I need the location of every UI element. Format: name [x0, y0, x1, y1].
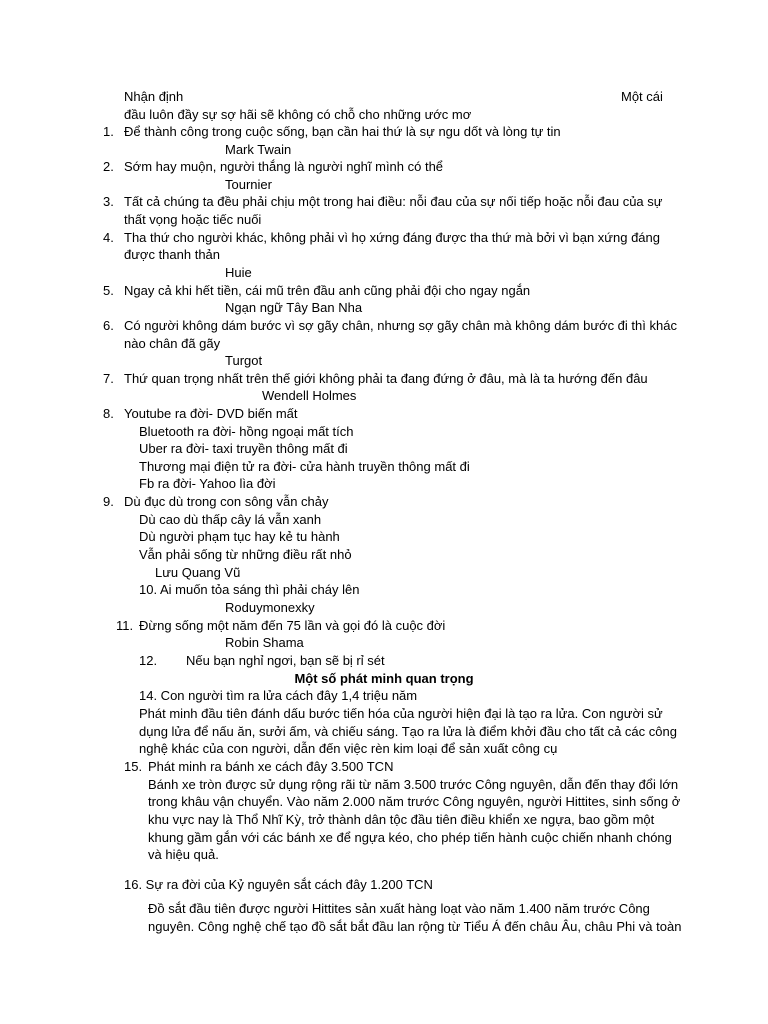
list-number: 9. [103, 494, 114, 509]
quote-text: Đừng sống một năm đến 75 lần và gọi đó là cuộc đời [139, 618, 446, 633]
list-number: 5. [103, 283, 114, 298]
paragraph-line: Phát minh đầu tiên đánh dấu bước tiến hóa của người hiện đại là tạo ra lửa. Con người sử [139, 706, 663, 721]
quote-text: Ngay cả khi hết tiền, cái mũ trên đầu anh cũng phải đội cho ngay ngắn [124, 283, 531, 298]
invention-title: Phát minh ra bánh xe cách đây 3.500 TCN [148, 759, 394, 774]
quote-author: Huie [225, 265, 252, 280]
paragraph-line: khu vực nay là Thổ Nhĩ Kỳ, trở thành dân tộc đầu tiên điều khiển xe ngựa, bao gồm một [148, 812, 655, 827]
quote-line: Uber ra đời- taxi truyền thông mất đi [139, 441, 348, 456]
quote-text-continued: thất vọng hoặc tiếc nuối [124, 212, 262, 227]
list-number: 3. [103, 194, 114, 209]
list-number: 7. [103, 371, 114, 386]
quote-author: Wendell Holmes [262, 388, 357, 403]
quote-text: Thứ quan trọng nhất trên thế giới không phải ta đang đứng ở đâu, mà là ta hướng đến đâu [124, 371, 648, 386]
quote-line: Fb ra đời- Yahoo lìa đời [139, 476, 276, 491]
list-number: 8. [103, 406, 114, 421]
quote-text: Sớm hay muộn, người thắng là người nghĩ mình có thể [124, 159, 444, 174]
header-continuation: đầu luôn đầy sự sợ hãi sẽ không có chỗ cho những ước mơ [124, 107, 472, 122]
quote-text-continued: nào chân đã gãy [124, 336, 221, 351]
quote-line: Youtube ra đời- DVD biến mất [124, 406, 298, 421]
quote-author: Turgot [225, 353, 263, 368]
invention-title: 14. Con người tìm ra lửa cách đây 1,4 triệu năm [139, 688, 418, 703]
list-number: 6. [103, 318, 114, 333]
paragraph-line: dụng lửa để nấu ăn, sưởi ấm, và chiếu sáng. Tạo ra lửa là điểm khởi đầu cho tất cả các công [139, 724, 677, 739]
quote-line: Vẫn phải sống từ những điều rất nhỏ [139, 547, 352, 562]
list-number: 4. [103, 230, 114, 245]
quote-line: Dù cao dù thấp cây lá vẫn xanh [139, 512, 322, 527]
list-number: 1. [103, 124, 114, 139]
quote-author: Mark Twain [225, 142, 292, 157]
paragraph-line: khung gầm gắn với các bánh xe để ngựa kéo, cho phép tiến hành cuộc chiến nhanh chóng [148, 830, 672, 845]
quote-author: Robin Shama [225, 635, 304, 650]
list-number: 11. [116, 618, 134, 633]
paragraph-line: trong khâu vận chuyển. Vào năm 2.000 năm trước Công nguyên, người Hittites, sinh sống ở [148, 794, 681, 809]
quote-line: Bluetooth ra đời- hồng ngoại mất tích [139, 424, 354, 439]
list-number: 12. [139, 653, 158, 668]
quote-text: Có người không dám bước vì sợ gãy chân, nhưng sợ gãy chân mà không dám bước đi thì khác [124, 318, 677, 333]
list-number: 15. [124, 759, 143, 774]
paragraph-line: nguyên. Công nghệ chế tạo đồ sắt bắt đầu lan rộng từ Tiểu Á đến châu Âu, châu Phi và toàn [148, 919, 682, 934]
quote-text: Để thành công trong cuộc sống, bạn cần hai thứ là sự ngu dốt và lòng tự tin [124, 124, 561, 139]
quote-text: Nếu bạn nghỉ ngơi, bạn sẽ bị rỉ sét [186, 653, 385, 668]
quote-text: 10. Ai muốn tỏa sáng thì phải cháy lên [139, 582, 360, 597]
quote-line: Thương mại điện tử ra đời- cửa hành truyền thông mất đi [139, 459, 470, 474]
quote-line: Dù đục dù trong con sông vẫn chảy [124, 494, 329, 509]
paragraph-line: và hiệu quả. [148, 847, 219, 862]
header-left-text: Nhận định [124, 89, 184, 104]
paragraph-line: nghệ khác của con người, dẫn đến việc rèn kim loại để sản xuất công cụ [139, 741, 558, 756]
list-number: 2. [103, 159, 114, 174]
section-title: Một số phát minh quan trọng [294, 671, 474, 686]
quote-text: Tất cả chúng ta đều phải chịu một trong hai điều: nỗi đau của sự nối tiếp hoặc nỗi đau của sự [124, 194, 663, 209]
quote-text: Tha thứ cho người khác, không phải vì họ xứng đáng được tha thứ mà bởi vì bạn xứng đáng [124, 230, 660, 245]
quote-text-continued: được thanh thản [124, 247, 221, 262]
paragraph-line: Đồ sắt đầu tiên được người Hittites sản xuất hàng loạt vào năm 1.400 năm trước Công [148, 901, 650, 916]
quote-author: Lưu Quang Vũ [155, 565, 241, 580]
paragraph-line: Bánh xe tròn được sử dụng rộng rãi từ năm 3.500 trước Công nguyên, dẫn đến thay đổi lớn [148, 777, 679, 792]
quote-line: Dù người phạm tục hay kẻ tu hành [139, 529, 340, 544]
invention-title: 16. Sự ra đời của Kỷ nguyên sắt cách đây 1.200 TCN [124, 877, 433, 892]
quote-author: Roduymonexky [225, 600, 315, 615]
header-right-text: Một cái [621, 89, 663, 104]
quote-author: Tournier [225, 177, 272, 192]
quote-author: Ngạn ngữ Tây Ban Nha [225, 300, 363, 315]
